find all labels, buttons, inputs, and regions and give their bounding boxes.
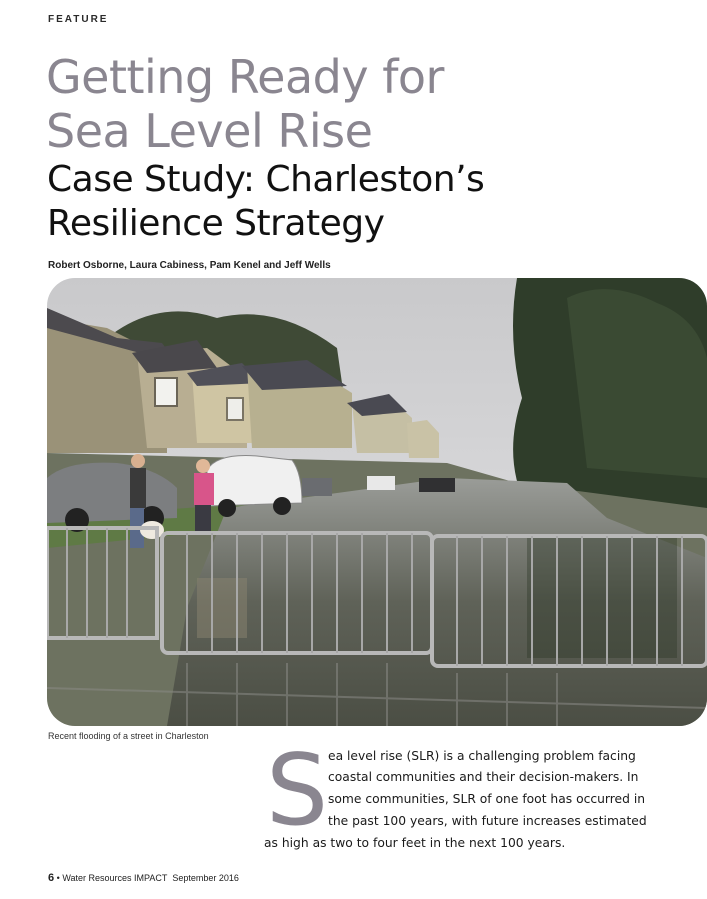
flooded-street-photo xyxy=(47,278,707,726)
section-label: FEATURE xyxy=(48,14,109,25)
title-line-2: Sea Level Rise xyxy=(46,104,373,158)
body-line-2: coastal communities and their decision-makers. In xyxy=(328,770,639,784)
article-authors: Robert Osborne, Laura Cabiness, Pam Kenel and Jeff Wells xyxy=(48,260,331,271)
page-number: 6 xyxy=(48,872,55,884)
title-line-1: Getting Ready for xyxy=(46,50,444,104)
subtitle-line-2: Resilience Strategy xyxy=(47,203,385,244)
body-line-3: some communities, SLR of one foot has occurred in xyxy=(328,792,646,806)
footer-bullet: • xyxy=(56,873,60,883)
issue-date: September 2016 xyxy=(172,873,239,883)
publication-name: Water Resources IMPACT xyxy=(62,873,168,883)
article-subtitle xyxy=(47,158,687,246)
drop-cap: S xyxy=(266,734,329,848)
body-line-4: the past 100 years, with future increases estimated xyxy=(328,814,647,828)
body-line-5: as high as two to four feet in the next 100 years. xyxy=(264,836,566,850)
subtitle-line-1: Case Study: Charleston’s xyxy=(47,159,485,200)
photo-caption: Recent flooding of a street in Charleston xyxy=(48,731,209,741)
page-footer xyxy=(48,872,239,884)
body-line-1: ea level rise (SLR) is a challenging problem facing xyxy=(328,749,636,763)
article-title xyxy=(46,50,686,158)
